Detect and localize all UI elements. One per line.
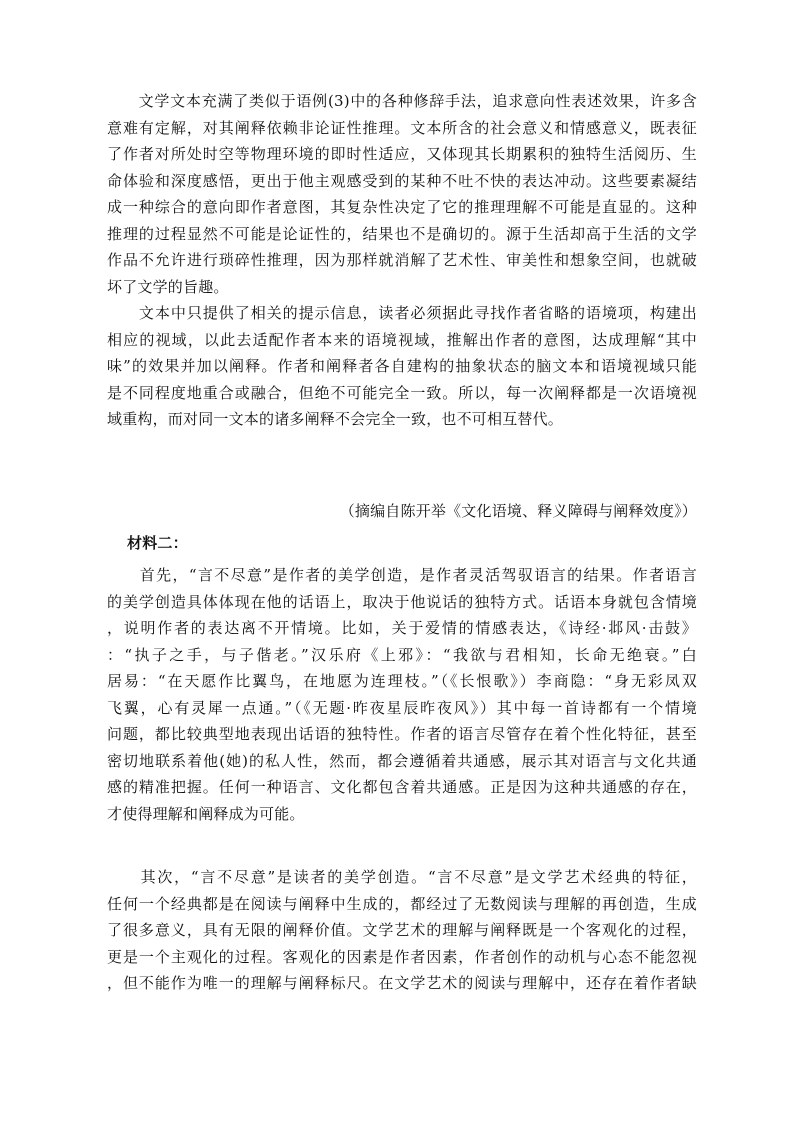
- text-line: 任何一个经典都是在阅读与阐释中生成的，都经过了无数阅读与理解的再创造，生成: [107, 894, 697, 913]
- text-line: 命体验和深度感悟，更出于他主观感受到的某种不吐不快的表达冲动。这些要素凝结: [107, 171, 697, 190]
- text-line: 飞翼，心有灵犀一点通。”（《无题·昨夜星辰昨夜风》）其中每一首诗都有一个情境: [107, 698, 697, 717]
- text-line: 推理的过程显然不可能是论证性的，结果也不是确切的。源于生活却高于生活的文学: [107, 224, 697, 243]
- source-citation: （摘编自陈开举《文化语境、释义障碍与阐释效度》）: [339, 502, 697, 520]
- text-line: 的美学创造具体体现在他的话语上，取决于他说话的独特方式。话语本身就包含情境: [107, 592, 697, 611]
- text-line: 成一种综合的意向即作者意图，其复杂性决定了它的推理理解不可能是直显的。这种: [107, 198, 697, 216]
- text-line: 意难有定解，对其阐释依赖非论证性推理。文本所含的社会意义和情感意义，既表征: [107, 118, 697, 137]
- text-line: 味”的效果并加以阐释。作者和阐释者各自建构的抽象状态的脑文本和语境视域只能: [107, 357, 697, 375]
- text-line: 坏了文学的旨趣。: [107, 277, 229, 296]
- paragraph-1: [107, 88, 697, 300]
- source-citation-block: [107, 498, 697, 525]
- material-2-heading-block: [107, 530, 697, 557]
- text-line: 首先，“言不尽意”是作者的美学创造，是作者灵活驾驭语言的结果。作者语言: [107, 566, 697, 584]
- text-line: 作品不允许进行琐碎性推理，因为那样就消解了艺术性、审美性和想象空间，也就破: [107, 251, 697, 269]
- text-line: ，说明作者的表达离不开情境。比如，关于爱情的情感表达，《诗经·邶风·击鼓》: [107, 619, 697, 637]
- text-line: ，但不能作为唯一的理解与阐释标尺。在文学艺术的阅读与理解中，还存在着作者缺: [107, 974, 697, 992]
- text-line: ：“执子之手，与子偕老。”汉乐府《上邪》：“我欲与君相知，长命无绝衰。”白: [107, 645, 697, 664]
- text-line: 是不同程度地重合或融合，但绝不可能完全一致。所以，每一次阐释都是一次语境视: [107, 383, 697, 402]
- paragraph-4: [107, 864, 697, 997]
- paragraph-2: [107, 300, 697, 433]
- text-line: 了作者对所处时空等物理环境的即时性适应，又体现其长期累积的独特生活阅历、生: [107, 145, 697, 163]
- section-heading: 材料二：: [127, 534, 188, 552]
- text-line: 问题，都比较典型地表现出话语的独特性。作者的语言尽管存在着个性化特征，甚至: [107, 725, 697, 743]
- text-line: 才使得理解和阐释成为可能。: [107, 804, 305, 823]
- text-line: 更是一个主观化的过程。客观化的因素是作者因素，作者创作的动机与心态不能忽视: [107, 947, 697, 966]
- paragraph-3: [107, 562, 697, 827]
- text-line: 文本中只提供了相关的提示信息，读者必须据此寻找作者省略的语境项，构建出: [107, 304, 697, 322]
- text-line: 相应的视域，以此去适配作者本来的语境视域，推解出作者的意图，达成理解“其中: [107, 330, 697, 349]
- text-line: 其次，“言不尽意”是读者的美学创造。“言不尽意”是文学艺术经典的特征，: [107, 868, 697, 886]
- text-line: 文学文本充满了类似于语例(3)中的各种修辞手法，追求意向性表述效果，许多含: [107, 92, 697, 110]
- text-line: 了很多意义，具有无限的阐释价值。文学艺术的理解与阐释既是一个客观化的过程，: [107, 921, 697, 939]
- text-line: 域重构，而对同一文本的诸多阐释不会完全一致，也不可相互替代。: [107, 410, 564, 428]
- text-line: 感的精准把握。任何一种语言、文化都包含着共通感。正是因为这种共通感的存在，: [107, 778, 697, 796]
- text-line: 居易：“在天愿作比翼鸟，在地愿为连理枝。”（《长恨歌》）李商隐：“身无彩凤双: [107, 672, 697, 690]
- text-line: 密切地联系着他(她)的私人性，然而，都会遵循着共通感，展示其对语言与文化共通: [107, 751, 697, 770]
